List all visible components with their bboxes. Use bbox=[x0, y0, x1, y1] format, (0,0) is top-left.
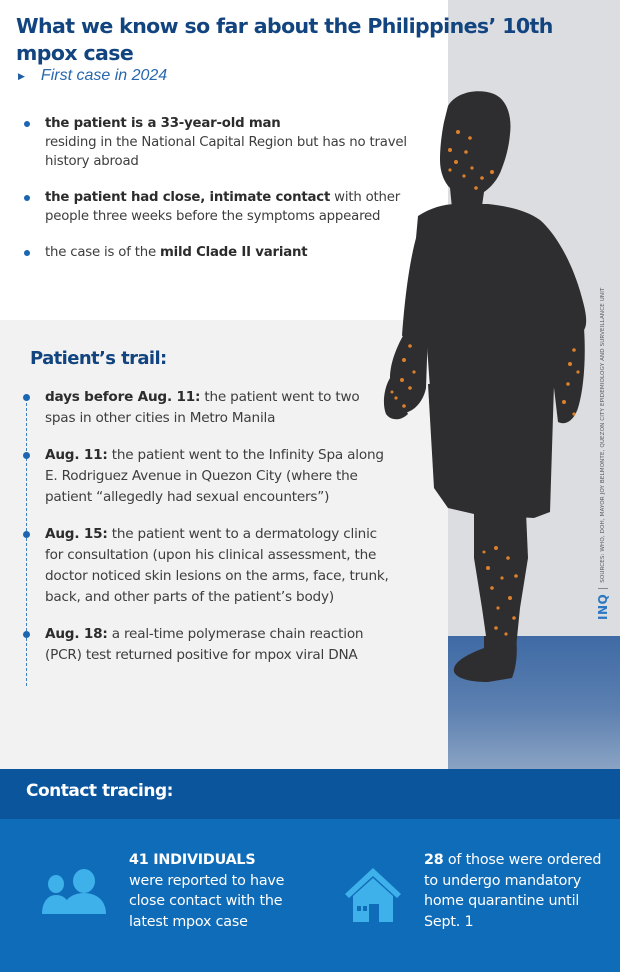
timeline-item bbox=[22, 624, 392, 666]
timeline-date: Aug. 11: bbox=[45, 447, 108, 463]
stat-text: of those were ordered to undergo mandatory home quarantine until Sept. 1 bbox=[424, 852, 602, 930]
timeline-text: the patient went to a dermatology clinic for consultation (upon his clinical assessment, the doctor noticed skin lesions on the arms, face, trunk, back, and other parts of the patient’s body) bbox=[45, 526, 389, 605]
stat-individuals bbox=[129, 850, 319, 932]
house-icon bbox=[343, 866, 403, 922]
stat-text: were reported to have close contact with the latest mpox case bbox=[129, 872, 285, 930]
inq-logo: INQ bbox=[596, 593, 610, 620]
patient-silhouette-icon bbox=[378, 88, 598, 688]
fact-item bbox=[22, 243, 422, 262]
bullet-icon bbox=[24, 121, 30, 127]
fact-bold: the patient had close, intimate contact bbox=[45, 190, 331, 205]
timeline-text: the patient went to the Infinity Spa along E. Rodriguez Avenue in Quezon City (where the patient “allegedly had sexual encounters”) bbox=[45, 447, 384, 505]
contact-tracing-title: Contact tracing: bbox=[26, 781, 173, 801]
sources-text: SOURCES: WHO, DOH, MAYOR JOY BELMONTE, QUEZON CITY EPIDEMIOLOGY AND SURVEILLANCE UNIT bbox=[600, 287, 606, 583]
fact-text: with other people three weeks before the symptoms appeared bbox=[45, 190, 401, 224]
subtitle bbox=[18, 67, 167, 85]
divider bbox=[598, 588, 608, 589]
timeline-date: Aug. 15: bbox=[45, 526, 108, 542]
bullet-icon bbox=[24, 195, 30, 201]
fact-bold: mild Clade II variant bbox=[159, 245, 308, 260]
timeline-date: days before Aug. 11: bbox=[45, 389, 201, 405]
fact-item bbox=[22, 114, 422, 171]
subtitle-text: First case in 2024 bbox=[40, 67, 168, 84]
people-icon bbox=[40, 868, 108, 916]
timeline-item bbox=[22, 387, 392, 429]
page-title: What we know so far about the Philippines’ 10th mpox case bbox=[16, 14, 553, 65]
stat-number: 28 bbox=[424, 852, 444, 868]
trail-title: Patient’s trail: bbox=[30, 348, 167, 369]
fact-text: residing in the National Capital Region but has no travel history abroad bbox=[45, 135, 407, 169]
stat-quarantine bbox=[424, 850, 614, 932]
stat-number: 41 INDIVIDUALS bbox=[129, 852, 256, 868]
fact-bold: the patient is a 33-year-old man bbox=[45, 116, 281, 131]
timeline-text: a real-time polymerase chain reaction (PCR) test returned positive for mpox viral DNA bbox=[45, 626, 364, 663]
timeline-dot-icon bbox=[23, 452, 30, 459]
timeline-item bbox=[22, 524, 392, 608]
timeline-dot-icon bbox=[23, 631, 30, 638]
bullet-icon bbox=[24, 250, 30, 256]
source-credit bbox=[596, 288, 610, 620]
timeline-dot-icon bbox=[23, 531, 30, 538]
timeline-dot-icon bbox=[23, 394, 30, 401]
key-facts-list bbox=[22, 114, 422, 279]
timeline-date: Aug. 18: bbox=[45, 626, 108, 642]
fact-item bbox=[22, 188, 422, 226]
patient-trail-timeline bbox=[22, 387, 392, 682]
triangle-right-icon: ▶ bbox=[18, 70, 25, 81]
timeline-text: the patient went to two spas in other cities in Metro Manila bbox=[45, 389, 360, 426]
fact-text: the case is of the bbox=[45, 245, 160, 260]
timeline-item bbox=[22, 445, 392, 508]
